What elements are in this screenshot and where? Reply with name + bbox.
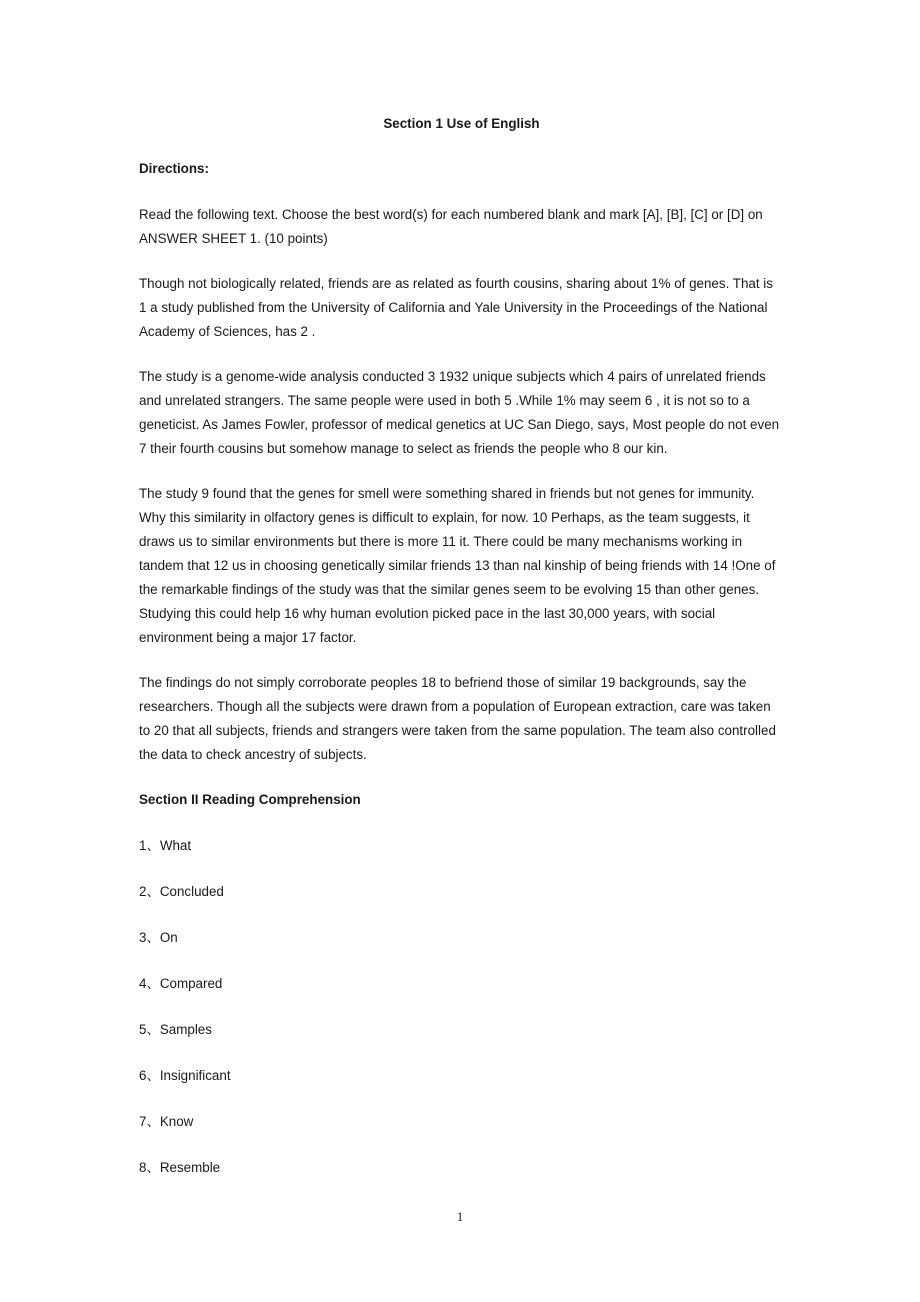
answer-item-5: 5、Samples	[139, 1022, 212, 1037]
section-1-title: Section 1 Use of English	[383, 116, 540, 131]
answer-item-7: 7、Know	[139, 1114, 194, 1129]
page-number: 1	[456, 1209, 464, 1224]
passage-paragraph-2: The study is a genome-wide analysis conducted 3 1932 unique subjects which 4 pairs of unrelated friends and unrelated strangers. The same people were used in both 5 .While 1% may seem 6 , it is not so to a geneticist. As James Fowler, professor of medical genetics at UC San Diego, says, Most people do not even 7 their fourth cousins but somehow manage to select as friends the people who 8 our kin.	[139, 369, 780, 456]
answer-item-3: 3、On	[139, 930, 178, 945]
answer-item-4: 4、Compared	[139, 976, 223, 991]
passage-paragraph-4: The findings do not simply corroborate peoples 18 to befriend those of similar 19 backgrounds, say the researchers. Though all the subjects were drawn from a population of European extraction, care was taken to 20 that all subjects, friends and strangers were taken from the same population. The team also controlled the data to check ancestry of subjects.	[139, 675, 776, 762]
answer-item-6: 6、Insignificant	[139, 1068, 231, 1083]
answer-list	[139, 838, 784, 1176]
directions-label: Directions:	[139, 161, 209, 176]
page-content	[139, 116, 784, 1176]
passage-paragraph-1: Though not biologically related, friends are as related as fourth cousins, sharing about 1% of genes. That is 1 a study published from the University of California and Yale University in the Proceedings of the National Academy of Sciences, has 2 .	[139, 276, 773, 339]
answer-item-2: 2、Concluded	[139, 884, 224, 899]
section-2-title: Section II Reading Comprehension	[139, 792, 361, 807]
directions-text: Read the following text. Choose the best word(s) for each numbered blank and mark [A], [B], [C] or [D] on ANSWER SHEET 1. (10 points)	[139, 207, 763, 246]
answer-item-8: 8、Resemble	[139, 1160, 221, 1175]
answer-item-1: 1、What	[139, 838, 192, 853]
passage-paragraph-3: The study 9 found that the genes for smell were something shared in friends but not genes for immunity. Why this similarity in olfactory genes is difficult to explain, for now. 10 Perhaps, as the team suggests, it draws us to similar environments but there is more 11 it. There could be many mechanisms working in tandem that 12 us in choosing genetically similar friends 13 than nal kinship of being friends with 14 !One of the remarkable findings of the study was that the similar genes seem to be evolving 15 than other genes. Studying this could help 16 why human evolution picked pace in the last 30,000 years, with social environment being a major 17 factor.	[139, 486, 776, 645]
